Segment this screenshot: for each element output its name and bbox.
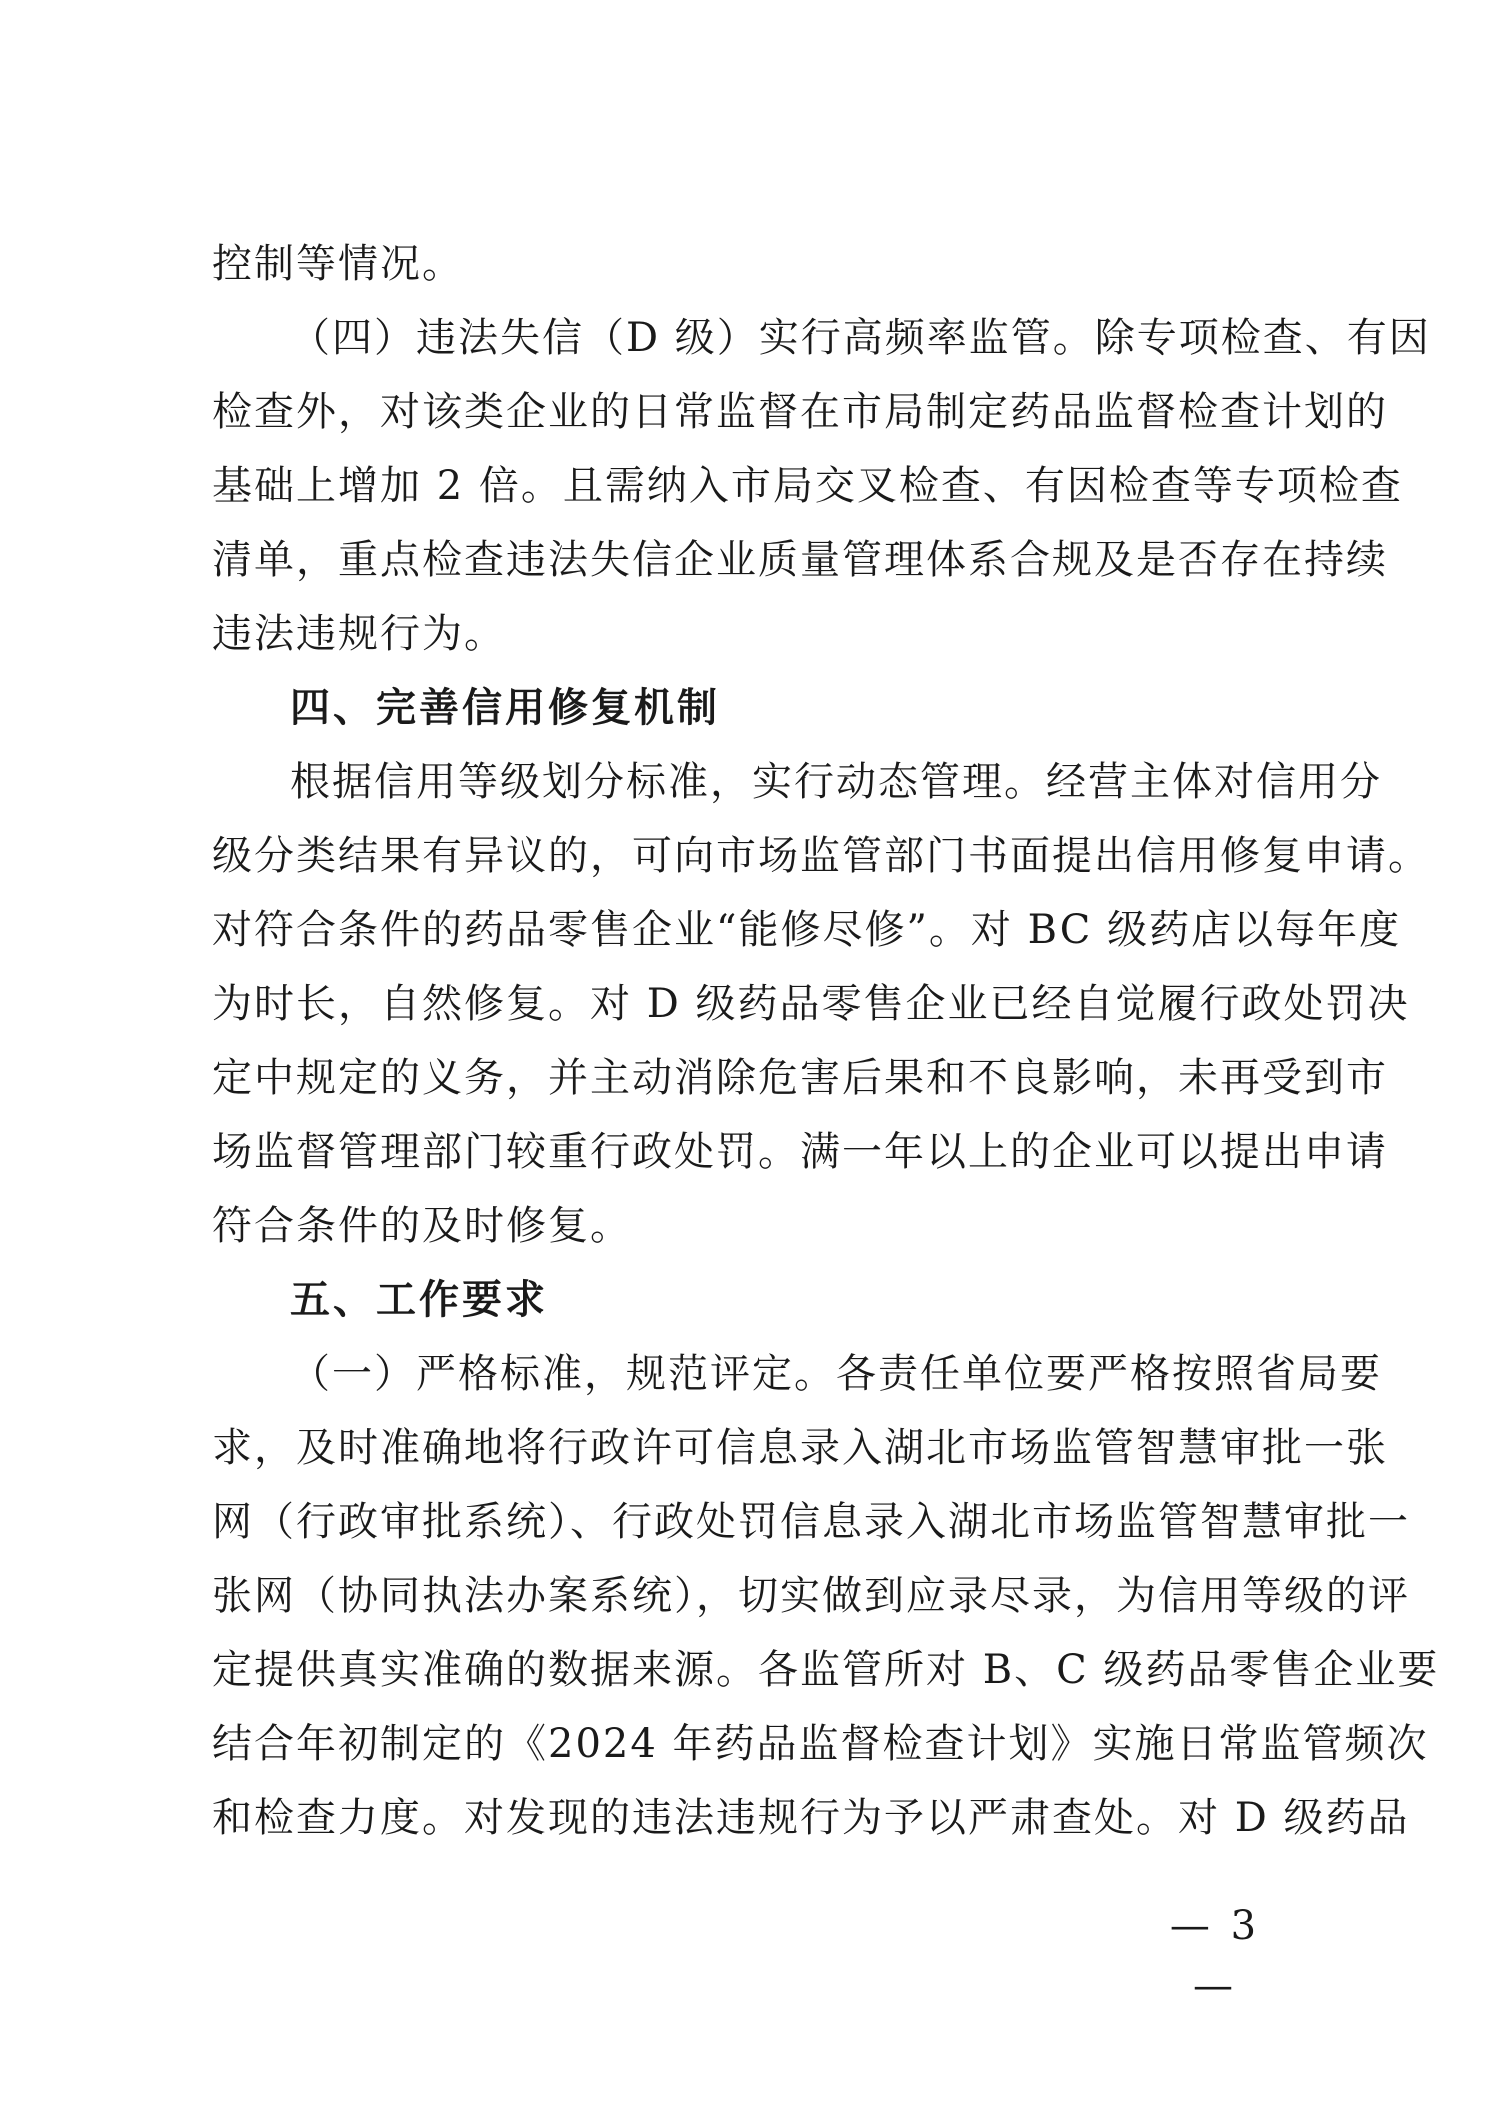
body-text-line: 级分类结果有异议的，可向市场监管部门书面提出信用修复申请。 bbox=[212, 833, 1430, 879]
body-text-line: 场监督管理部门较重行政处罚。满一年以上的企业可以提出申请 bbox=[212, 1129, 1388, 1175]
body-text-line: 清单，重点检查违法失信企业质量管理体系合规及是否存在持续 bbox=[212, 537, 1388, 583]
section-heading: 五、工作要求 bbox=[290, 1277, 548, 1323]
body-text-line: 基础上增加 2 倍。且需纳入市局交叉检查、有因检查等专项检查 bbox=[212, 463, 1403, 509]
body-text-line: 根据信用等级划分标准，实行动态管理。经营主体对信用分 bbox=[290, 759, 1382, 805]
body-text-line: 网（行政审批系统）、行政处罚信息录入湖北市场监管智慧审批一 bbox=[212, 1499, 1410, 1545]
section-heading: 四、完善信用修复机制 bbox=[290, 685, 720, 731]
page-number: — 3 — bbox=[1169, 1903, 1261, 2009]
body-text-line: （四）违法失信（D 级）实行高频率监管。除专项检查、有因 bbox=[290, 315, 1431, 361]
body-text-line: 结合年初制定的《2024 年药品监督检查计划》实施日常监管频次 bbox=[212, 1721, 1429, 1767]
body-text-line: 符合条件的及时修复。 bbox=[212, 1203, 632, 1249]
body-text-line: 对符合条件的药品零售企业“能修尽修”。对 BC 级药店以每年度 bbox=[212, 907, 1402, 953]
body-text-line: 求，及时准确地将行政许可信息录入湖北市场监管智慧审批一张 bbox=[212, 1425, 1388, 1471]
body-text-line: 为时长，自然修复。对 D 级药品零售企业已经自觉履行政处罚决 bbox=[212, 981, 1410, 1027]
body-text-line: 定提供真实准确的数据来源。各监管所对 B、C 级药品零售企业要 bbox=[212, 1647, 1440, 1693]
body-text-line: 和检查力度。对发现的违法违规行为予以严肃查处。对 D 级药品 bbox=[212, 1795, 1410, 1841]
body-text-line: （一）严格标准，规范评定。各责任单位要严格按照省局要 bbox=[290, 1351, 1382, 1397]
body-text-line: 定中规定的义务，并主动消除危害后果和不良影响，未再受到市 bbox=[212, 1055, 1388, 1101]
body-text-line: 控制等情况。 bbox=[212, 241, 464, 287]
body-text-line: 检查外，对该类企业的日常监督在市局制定药品监督检查计划的 bbox=[212, 389, 1388, 435]
body-text-line: 违法违规行为。 bbox=[212, 611, 506, 657]
body-text-line: 张网（协同执法办案系统），切实做到应录尽录，为信用等级的评 bbox=[212, 1573, 1410, 1619]
